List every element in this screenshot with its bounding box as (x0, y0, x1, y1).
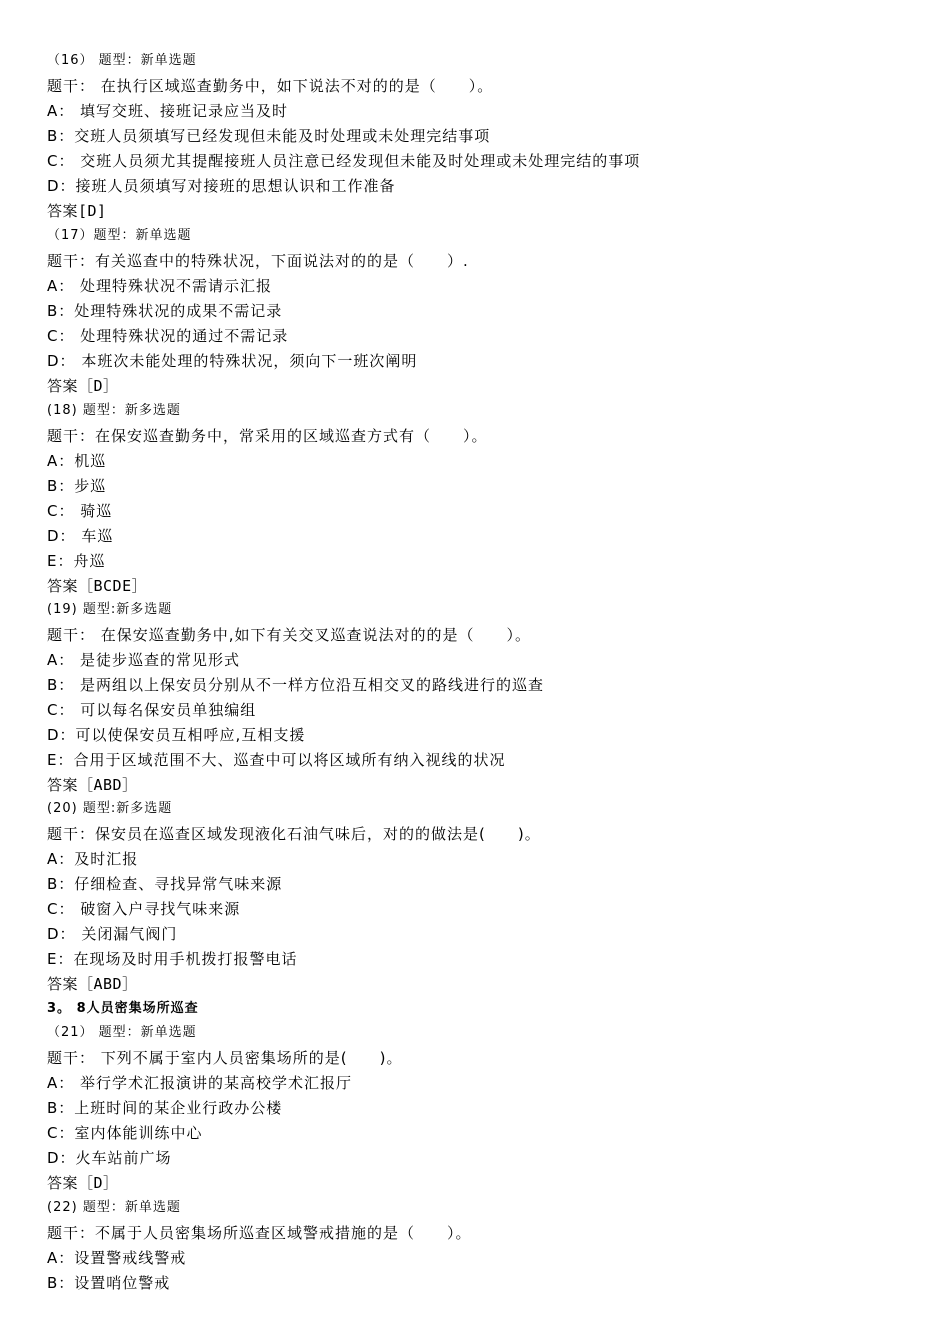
question-22-option-a: A：设置警戒线警戒 (47, 1249, 187, 1267)
question-16-option-b: B：交班人员须填写已经发现但未能及时处理或未处理完结事项 (47, 127, 491, 145)
question-19-option-d: D：可以使保安员互相呼应,互相支援 (47, 726, 306, 744)
question-18-header: (18) 题型：新多选题 (47, 403, 181, 418)
question-17-stem: 题干：有关巡查中的特殊状况，下面说法对的的是（ ）. (47, 252, 469, 270)
question-18-answer: 答案［BCDE］ (47, 577, 148, 595)
question-21-option-d: D：火车站前广场 (47, 1149, 172, 1167)
question-19-answer: 答案［ABD］ (47, 776, 138, 794)
question-18-option-a: A：机巡 (47, 452, 107, 470)
question-19-option-e: E：合用于区域范围不大、巡查中可以将区域所有纳入视线的状况 (47, 751, 506, 769)
question-18-stem: 题干：在保安巡查勤务中，常采用的区域巡查方式有（ ）。 (47, 427, 488, 445)
question-19-stem: 题干： 在保安巡查勤务中,如下有关交叉巡查说法对的的是（ ）。 (47, 626, 532, 644)
question-16-option-c: C： 交班人员须尤其提醒接班人员注意已经发现但未能及时处理或未处理完结的事项 (47, 152, 641, 170)
question-21-option-c: C：室内体能训练中心 (47, 1124, 203, 1142)
question-20-option-b: B：仔细检查、寻找异常气味来源 (47, 875, 283, 893)
question-16-answer: 答案[D] (47, 202, 107, 220)
question-19-option-b: B： 是两组以上保安员分别从不一样方位沿互相交叉的路线进行的巡查 (47, 676, 545, 694)
question-21-stem: 题干： 下列不属于室内人员密集场所的是( )。 (47, 1049, 403, 1067)
question-22-header: (22) 题型：新单选题 (47, 1200, 181, 1215)
question-19-header: (19) 题型:新多选题 (47, 602, 173, 617)
question-21-option-a: A： 举行学术汇报演讲的某高校学术汇报厅 (47, 1074, 353, 1092)
question-18-option-c: C： 骑巡 (47, 502, 113, 520)
question-16-option-a: A： 填写交班、接班记录应当及时 (47, 102, 289, 120)
question-19-option-a: A： 是徒步巡查的常见形式 (47, 651, 241, 669)
question-16-header: （16） 题型：新单选题 (47, 53, 197, 68)
question-17-option-a: A： 处理特殊状况不需请示汇报 (47, 277, 273, 295)
question-16-option-d: D：接班人员须填写对接班的思想认识和工作准备 (47, 177, 396, 195)
question-17-answer: 答案［D］ (47, 377, 119, 395)
question-17-option-d: D： 本班次未能处理的特殊状况，须向下一班次阐明 (47, 352, 418, 370)
question-20-answer: 答案［ABD］ (47, 975, 138, 993)
question-19-option-c: C： 可以每名保安员单独编组 (47, 701, 257, 719)
question-18-option-d: D： 车巡 (47, 527, 114, 545)
question-20-stem: 题干：保安员在巡查区域发现液化石油气味后，对的的做法是( )。 (47, 825, 541, 843)
question-17-option-b: B：处理特殊状况的成果不需记录 (47, 302, 283, 320)
question-16-stem: 题干： 在执行区域巡查勤务中，如下说法不对的的是（ ）。 (47, 77, 494, 95)
question-18-option-b: B：步巡 (47, 477, 107, 495)
question-22-option-b: B：设置哨位警戒 (47, 1274, 171, 1292)
question-22-stem: 题干：不属于人员密集场所巡查区域警戒措施的是（ ）。 (47, 1224, 472, 1242)
section-heading: 3。 8人员密集场所巡查 (47, 1001, 199, 1016)
question-20-option-a: A：及时汇报 (47, 850, 139, 868)
question-20-option-c: C： 破窗入户寻找气味来源 (47, 900, 241, 918)
question-21-answer: 答案［D］ (47, 1174, 119, 1192)
question-20-option-d: D： 关闭漏气阀门 (47, 925, 178, 943)
question-17-option-c: C： 处理特殊状况的通过不需记录 (47, 327, 289, 345)
question-18-option-e: E：舟巡 (47, 552, 106, 570)
question-17-header: （17）题型：新单选题 (47, 228, 192, 243)
question-20-header: (20) 题型:新多选题 (47, 801, 173, 816)
question-21-header: （21） 题型：新单选题 (47, 1025, 197, 1040)
question-21-option-b: B：上班时间的某企业行政办公楼 (47, 1099, 283, 1117)
question-20-option-e: E：在现场及时用手机拨打报警电话 (47, 950, 298, 968)
